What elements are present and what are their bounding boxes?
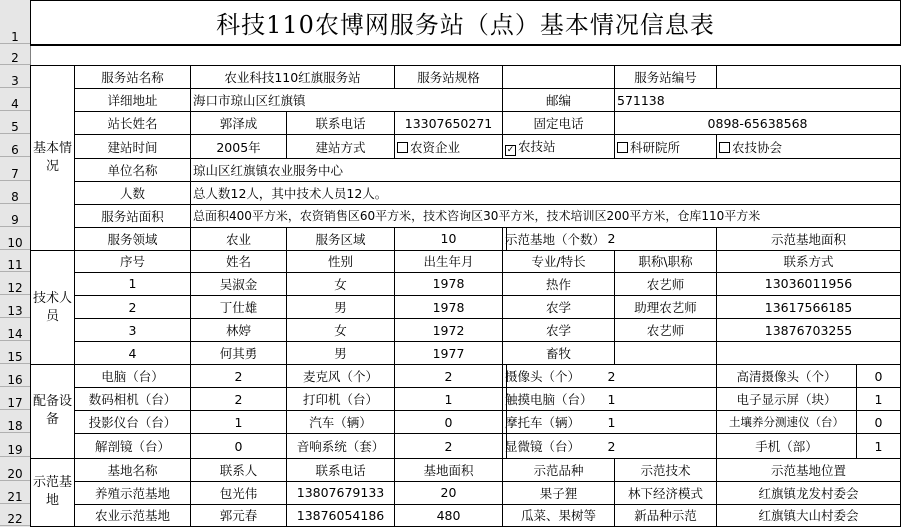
- option-label: 科研院所: [630, 139, 681, 155]
- equip-value[interactable]: 1: [191, 411, 287, 434]
- row-number-gutter: [0, 0, 31, 527]
- row-number[interactable]: 11: [0, 250, 30, 272]
- label-station-code: 服务站编号: [615, 66, 717, 89]
- equip-value[interactable]: 1: [507, 388, 717, 411]
- cell-base-phone[interactable]: 13876054186: [287, 504, 395, 526]
- section-basic: 基本情况: [31, 66, 75, 251]
- equip-value[interactable]: 2: [395, 365, 503, 388]
- table-row: [31, 272, 901, 295]
- section-demo-base: 示范基地: [31, 458, 75, 526]
- row-number[interactable]: 16: [0, 364, 30, 387]
- cell-birth[interactable]: 1972: [395, 319, 503, 342]
- cell-birth[interactable]: 1977: [395, 342, 503, 365]
- header-base-phone: 联系电话: [287, 458, 395, 481]
- header-no: 序号: [75, 250, 191, 272]
- label-fixed-phone: 固定电话: [503, 112, 615, 135]
- equip-value[interactable]: 0: [857, 411, 901, 434]
- cell-sex[interactable]: 女: [287, 319, 395, 342]
- cell-base-variety[interactable]: 瓜菜、果树等: [503, 504, 615, 526]
- label-phone: 联系电话: [287, 112, 395, 135]
- value-station-code[interactable]: [717, 66, 901, 89]
- option-agri-tech-station[interactable]: [503, 135, 615, 158]
- value-service-field[interactable]: 农业: [191, 227, 287, 250]
- header-sex: 性别: [287, 250, 395, 272]
- section-tech-staff: 技术人员: [31, 250, 75, 364]
- equip-label: 电子显示屏（块）: [717, 388, 857, 411]
- cell-no[interactable]: 2: [75, 296, 191, 319]
- label-service-region: 服务区域: [287, 227, 395, 250]
- row-number[interactable]: 9: [0, 204, 30, 227]
- row-number[interactable]: 19: [0, 433, 30, 457]
- checkbox-checked-icon[interactable]: ✓: [506, 145, 515, 155]
- spacer-row: [31, 45, 901, 66]
- cell-contact[interactable]: 13876703255: [717, 319, 901, 342]
- cell-birth[interactable]: 1978: [395, 272, 503, 295]
- option-label: 农资企业: [410, 139, 461, 155]
- cell-specialty[interactable]: 热作: [503, 272, 615, 295]
- label-area: 服务站面积: [75, 204, 191, 227]
- checkbox-icon[interactable]: [617, 142, 628, 153]
- equipment-row: [31, 434, 901, 458]
- equip-label: 电脑（台）: [75, 365, 191, 388]
- option-agri-tech-association[interactable]: [717, 135, 901, 158]
- equip-value[interactable]: 1: [395, 388, 503, 411]
- equip-label: 解剖镜（台）: [75, 434, 191, 458]
- value-people[interactable]: 总人数12人，其中技术人员12人。: [191, 181, 901, 204]
- header-base-location: 示范基地位置: [717, 458, 901, 481]
- value-unit-name[interactable]: 琼山区红旗镇农业服务中心: [191, 158, 901, 181]
- row-number[interactable]: 20: [0, 458, 30, 481]
- row-number[interactable]: 17: [0, 387, 30, 410]
- row-number[interactable]: 14: [0, 318, 30, 341]
- equip-label: 显微镜（台）: [503, 434, 507, 458]
- equip-label: 高清摄像头（个）: [717, 365, 857, 388]
- cell-contact[interactable]: 13036011956: [717, 272, 901, 295]
- cell-base-contact[interactable]: 包光伟: [191, 481, 287, 504]
- equip-label: 土壤养分测速仪（台）: [717, 411, 857, 434]
- checkbox-icon[interactable]: [719, 142, 730, 153]
- value-demo-count[interactable]: 2: [507, 227, 717, 250]
- cell-sex[interactable]: 男: [287, 342, 395, 365]
- cell-specialty[interactable]: 农学: [503, 296, 615, 319]
- cell-birth[interactable]: 1978: [395, 296, 503, 319]
- row-number[interactable]: 3: [0, 65, 30, 88]
- equip-value[interactable]: 1: [857, 434, 901, 458]
- cell-base-contact[interactable]: 郭元春: [191, 504, 287, 526]
- option-research-institute[interactable]: [615, 135, 717, 158]
- cell-title[interactable]: 农艺师: [615, 272, 717, 295]
- equip-label: 手机（部）: [717, 434, 857, 458]
- option-agri-enterprise[interactable]: [395, 135, 503, 158]
- value-service-region[interactable]: 10: [395, 227, 503, 250]
- row-number[interactable]: 2: [0, 44, 30, 65]
- table-row: [31, 319, 901, 342]
- row-number[interactable]: 4: [0, 88, 30, 111]
- cell-specialty[interactable]: 农学: [503, 319, 615, 342]
- value-build-time[interactable]: 2005年: [191, 135, 287, 158]
- header-contact: 联系方式: [717, 250, 901, 272]
- header-base-name: 基地名称: [75, 458, 191, 481]
- cell-base-variety[interactable]: 果子狸: [503, 481, 615, 504]
- header-name: 姓名: [191, 250, 287, 272]
- cell-title[interactable]: 助理农艺师: [615, 296, 717, 319]
- equip-label: 摩托车（辆）: [503, 411, 507, 434]
- row-number[interactable]: 7: [0, 158, 30, 181]
- equip-value[interactable]: 1: [857, 388, 901, 411]
- label-address: 详细地址: [75, 89, 191, 112]
- cell-base-area[interactable]: 480: [395, 504, 503, 526]
- row-number[interactable]: 5: [0, 111, 30, 134]
- label-station-scale: 服务站规格: [395, 66, 503, 89]
- row-number[interactable]: 8: [0, 181, 30, 204]
- cell-base-location[interactable]: 红旗镇大山村委会: [717, 504, 901, 526]
- label-unit-name: 单位名称: [75, 158, 191, 181]
- equip-label: 触摸电脑（台）: [503, 388, 507, 411]
- value-zip[interactable]: 571138: [615, 89, 901, 112]
- equip-value[interactable]: 0: [395, 411, 503, 434]
- cell-contact[interactable]: [717, 342, 901, 365]
- equipment-row: [31, 388, 901, 411]
- row-number[interactable]: 12: [0, 272, 30, 295]
- equip-label: 打印机（台）: [287, 388, 395, 411]
- value-area[interactable]: 总面积400平方米，农资销售区60平方米，技术咨询区30平方米，技术培训区200平方米，仓库110平方米: [191, 204, 901, 227]
- equip-value[interactable]: 0: [857, 365, 901, 388]
- info-sheet: [30, 0, 901, 527]
- table-row: [31, 504, 901, 526]
- header-birth: 出生年月: [395, 250, 503, 272]
- cell-name[interactable]: 何其勇: [191, 342, 287, 365]
- label-demo-area: 示范基地面积: [717, 227, 901, 250]
- cell-base-location[interactable]: 红旗镇龙发村委会: [717, 481, 901, 504]
- cell-title[interactable]: 农艺师: [615, 319, 717, 342]
- equip-label: 麦克风（个）: [287, 365, 395, 388]
- cell-base-name[interactable]: 养殖示范基地: [75, 481, 191, 504]
- cell-sex[interactable]: 女: [287, 272, 395, 295]
- header-base-variety: 示范品种: [503, 458, 615, 481]
- cell-base-phone[interactable]: 13807679133: [287, 481, 395, 504]
- cell-base-tech[interactable]: 新品种示范: [615, 504, 717, 526]
- cell-base-name[interactable]: 农业示范基地: [75, 504, 191, 526]
- label-head: 站长姓名: [75, 112, 191, 135]
- equip-value[interactable]: 1: [507, 411, 717, 434]
- row-number[interactable]: 21: [0, 481, 30, 504]
- cell-base-tech[interactable]: 林下经济模式: [615, 481, 717, 504]
- cell-name[interactable]: 吴淑金: [191, 272, 287, 295]
- value-fixed-phone[interactable]: 0898-65638568: [615, 112, 901, 135]
- equip-label: 汽车（辆）: [287, 411, 395, 434]
- header-base-area: 基地面积: [395, 458, 503, 481]
- equip-value[interactable]: 2: [507, 434, 717, 458]
- value-phone[interactable]: 13307650271: [395, 112, 503, 135]
- table-row: [31, 296, 901, 319]
- cell-name[interactable]: 丁仕雄: [191, 296, 287, 319]
- cell-no[interactable]: 1: [75, 272, 191, 295]
- table-row: [31, 342, 901, 365]
- checkbox-icon[interactable]: [397, 142, 408, 153]
- cell-no[interactable]: 4: [75, 342, 191, 365]
- equip-value[interactable]: 2: [191, 388, 287, 411]
- value-address[interactable]: 海口市琼山区红旗镇: [191, 89, 503, 112]
- cell-title[interactable]: [615, 342, 717, 365]
- label-station-name: 服务站名称: [75, 66, 191, 89]
- value-station-name[interactable]: 农业科技110红旗服务站: [191, 66, 395, 89]
- equipment-row: [31, 365, 901, 388]
- row-number[interactable]: 10: [0, 227, 30, 250]
- cell-contact[interactable]: 13617566185: [717, 296, 901, 319]
- label-build-mode: 建站方式: [287, 135, 395, 158]
- equipment-row: [31, 411, 901, 434]
- cell-no[interactable]: 3: [75, 319, 191, 342]
- row-number[interactable]: 1: [0, 0, 30, 44]
- label-zip: 邮编: [503, 89, 615, 112]
- equip-value[interactable]: 2: [395, 434, 503, 458]
- row-number[interactable]: 18: [0, 410, 30, 433]
- cell-sex[interactable]: 男: [287, 296, 395, 319]
- row-number[interactable]: 15: [0, 341, 30, 364]
- row-number[interactable]: 13: [0, 295, 30, 318]
- equip-label: 摄像头（个）: [503, 365, 507, 388]
- label-service-field: 服务领域: [75, 227, 191, 250]
- label-build-time: 建站时间: [75, 135, 191, 158]
- equip-label: 投影仪台（台）: [75, 411, 191, 434]
- table-row: [31, 481, 901, 504]
- row-number[interactable]: 22: [0, 504, 30, 526]
- equip-label: 数码相机（台）: [75, 388, 191, 411]
- value-station-scale[interactable]: [503, 66, 615, 89]
- section-equipment: 配备设备: [31, 365, 75, 458]
- option-label: 农技协会: [732, 139, 783, 155]
- option-label: 农技站: [518, 139, 556, 154]
- header-base-tech: 示范技术: [615, 458, 717, 481]
- equip-value[interactable]: 2: [507, 365, 717, 388]
- row-number[interactable]: 6: [0, 134, 30, 157]
- header-base-contact: 联系人: [191, 458, 287, 481]
- label-people: 人数: [75, 181, 191, 204]
- header-title: 职称\职称: [615, 250, 717, 272]
- label-demo-count: 示范基地（个数）: [503, 227, 507, 250]
- page-title: 科技110农博网服务站（点）基本情况信息表: [31, 1, 901, 45]
- equip-value[interactable]: 2: [191, 365, 287, 388]
- equip-label: 音响系统（套）: [287, 434, 395, 458]
- cell-name[interactable]: 林婷: [191, 319, 287, 342]
- cell-specialty[interactable]: 畜牧: [503, 342, 615, 365]
- cell-base-area[interactable]: 20: [395, 481, 503, 504]
- equip-value[interactable]: 0: [191, 434, 287, 458]
- value-head[interactable]: 郭泽成: [191, 112, 287, 135]
- header-specialty: 专业/特长: [503, 250, 615, 272]
